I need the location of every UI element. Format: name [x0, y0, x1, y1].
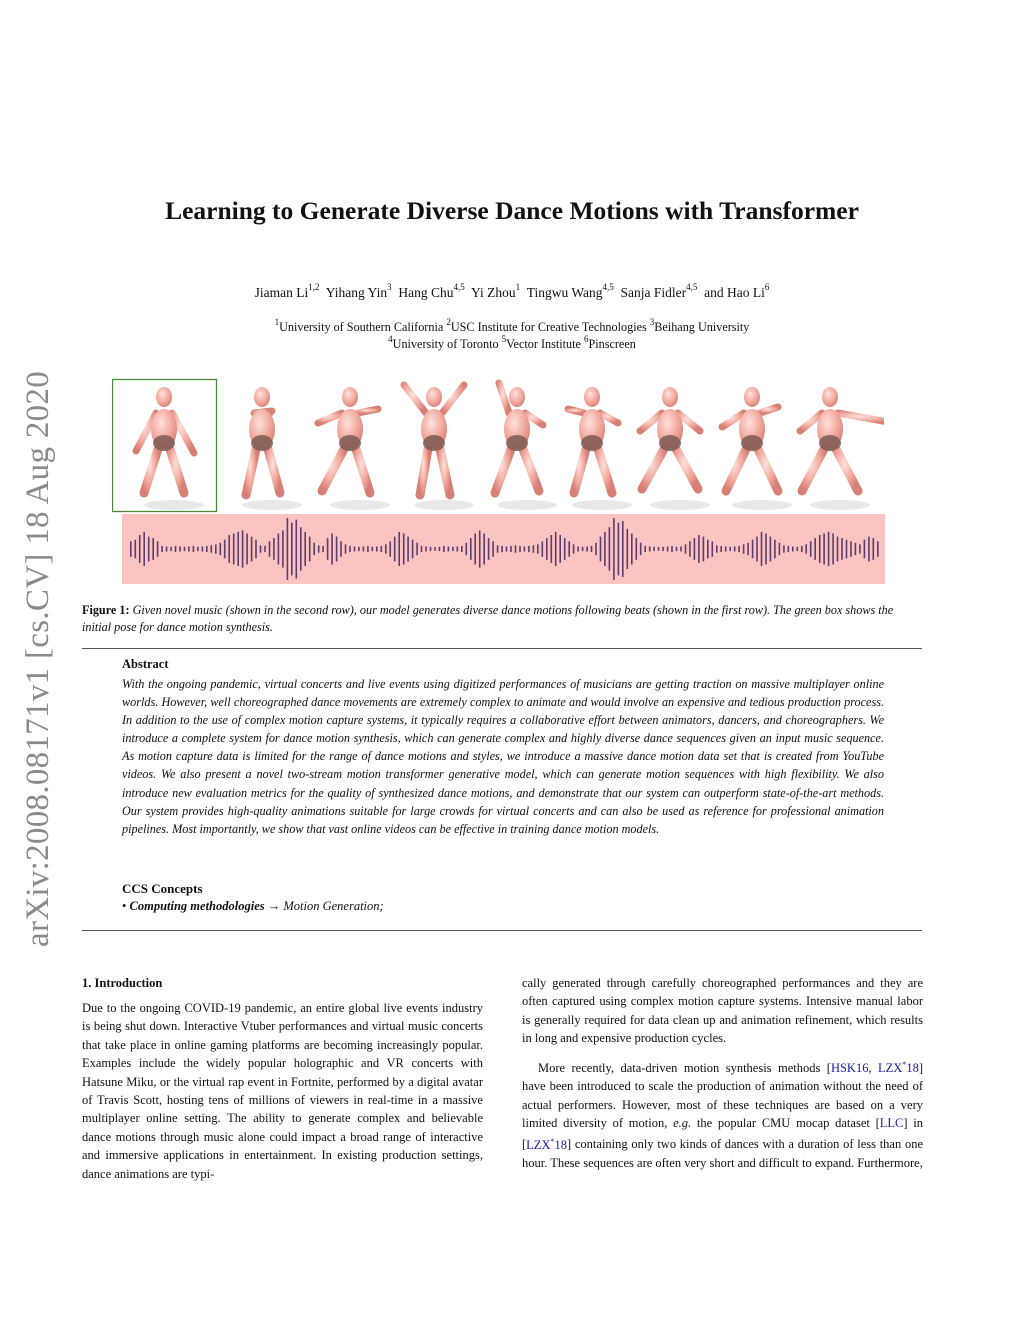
waveform-bar	[233, 534, 235, 565]
bullet: •	[122, 899, 127, 913]
waveform-bar	[474, 534, 476, 565]
waveform-bar	[300, 527, 302, 570]
waveform-bar	[461, 546, 463, 552]
dancer-figure	[800, 387, 884, 510]
waveform-bar	[479, 530, 481, 567]
waveform-bar	[287, 518, 289, 580]
waveform-bar	[421, 546, 423, 552]
waveform-bar	[394, 537, 396, 562]
waveform-bar	[689, 541, 691, 557]
affiliations-line-1: $^1$University of Southern California $^2$USC Institute for Creative Technologies $^3$Beihang University	[274, 317, 750, 334]
citation-link[interactable]: LLC	[879, 1116, 904, 1130]
intro-left-column	[82, 999, 483, 1183]
waveform-bar	[372, 547, 374, 551]
waveform-bar	[269, 541, 271, 557]
waveform-bar	[157, 541, 159, 557]
waveform-bar	[237, 532, 239, 566]
waveform-bar	[215, 544, 217, 553]
waveform-bar	[676, 547, 678, 551]
waveform-bar	[161, 546, 163, 552]
waveform-bar	[130, 541, 132, 557]
ccs-concept-name: Motion Generation;	[283, 899, 384, 913]
divider	[82, 648, 922, 649]
waveform-bar	[139, 535, 141, 563]
waveform-bar	[797, 547, 799, 551]
waveform-bar	[707, 540, 709, 559]
waveform-bar	[376, 547, 378, 552]
waveform-bar	[716, 545, 718, 552]
abstract-text: With the ongoing pandemic, virtual concerts and live events using digitized performances of musicians are getting traction on massive multiplayer online worlds. However, well choreographed dance movements are extremely complex to animate and would involve an expensive and tedious production process. In addition to the use of complex motion capture systems, it typically requires a collaborative effort between animators, dancers, and choreographers. We introduce a complete system for dance motion synthesis, which can generate complex and highly diverse dance sequences given an input music sequence. As motion capture data is limited for the range of dance motions and styles, we introduce a massive dance motion data set that is created from YouTube videos. We also present a novel two-stream motion transformer generative model, which can generate motion sequences with high flexibility. We also introduce new evaluation metrics for the quality of synthesized dance motions, and demonstrate that our system can outperform state-of-the-art methods. Our system provides high-quality animations suitable for large crowds for virtual concerts and can also be used as reference for professional animation pipelines. Most importantly, we show that vast online videos can be effective in training dance motion models.	[122, 677, 884, 836]
waveform-bar	[340, 541, 342, 557]
waveform-bar	[228, 535, 230, 563]
waveform-bar	[703, 537, 705, 562]
waveform-bar	[542, 541, 544, 557]
waveform-bar	[251, 537, 253, 562]
waveform-bar	[577, 547, 579, 552]
waveform-bar	[761, 532, 763, 566]
waveform-bar	[555, 532, 557, 566]
waveform-bar	[627, 529, 629, 569]
waveform-bar	[220, 543, 222, 555]
waveform-bar	[752, 540, 754, 559]
citation-link[interactable]: HSK16	[830, 1060, 869, 1075]
waveform-bar	[506, 547, 508, 552]
waveform-bar	[774, 540, 776, 559]
waveform-bar	[582, 547, 584, 551]
waveform-bar	[166, 547, 168, 552]
waveform-bar	[841, 538, 843, 560]
author: Tingwu Wang$^{4,5}$	[526, 282, 614, 300]
waveform-bar	[568, 541, 570, 557]
intro-right-column	[522, 974, 923, 1172]
waveform-bar	[564, 538, 566, 560]
waveform-bar	[457, 547, 459, 552]
waveform-bar	[519, 546, 521, 552]
waveform-bar	[242, 530, 244, 567]
waveform-bar	[434, 547, 436, 551]
waveform-bar	[819, 535, 821, 563]
waveform-bar	[814, 538, 816, 560]
arrow-icon: →	[267, 899, 281, 913]
waveform-bar	[202, 547, 204, 552]
figure-caption	[82, 602, 924, 636]
waveform-bar	[855, 543, 857, 555]
waveform-bar	[868, 537, 870, 562]
waveform-bar	[278, 534, 280, 565]
affiliations-line-2: $^4$University of Toronto $^5$Vector Institute $^6$Pinscreen	[388, 334, 636, 351]
waveform-bar	[135, 540, 137, 559]
waveform-bar	[734, 547, 736, 552]
waveform-bar	[448, 547, 450, 552]
waveform-bar	[644, 546, 646, 552]
dancer-figure	[318, 387, 390, 510]
waveform-bar	[336, 537, 338, 562]
waveform-bar	[327, 538, 329, 560]
waveform-bar	[720, 546, 722, 552]
ccs-heading: CCS Concepts	[122, 881, 203, 896]
waveform-bar	[595, 543, 597, 555]
waveform-bar	[407, 537, 409, 562]
waveform-bar	[466, 543, 468, 555]
citation-link[interactable]: LZX*18	[878, 1059, 919, 1075]
waveform-bar	[671, 546, 673, 552]
waveform-bar	[403, 534, 405, 565]
waveform-bar	[412, 540, 414, 559]
waveform-bar	[452, 547, 454, 551]
waveform-bar	[206, 546, 208, 552]
waveform-bar	[591, 546, 593, 552]
waveform-bar	[260, 545, 262, 552]
waveform-bar	[846, 540, 848, 559]
waveform-bar	[331, 534, 333, 565]
waveform-bar	[859, 544, 861, 553]
waveform-bar	[345, 544, 347, 553]
waveform-bar	[559, 535, 561, 563]
ccs-category: Computing methodologies	[129, 899, 265, 913]
waveform-bar	[685, 544, 687, 553]
waveform-bar	[291, 523, 293, 576]
waveform-bar	[743, 544, 745, 553]
citation-link[interactable]: LZX*18	[526, 1136, 567, 1152]
waveform-bar	[667, 547, 669, 552]
waveform-bar	[152, 538, 154, 560]
waveform-bar	[756, 537, 758, 562]
waveform-bar	[779, 543, 781, 555]
waveform-bar	[604, 532, 606, 566]
waveform-bar	[483, 534, 485, 565]
dancer-figure	[242, 387, 302, 510]
waveform-bar	[184, 547, 186, 551]
waveform-bar	[430, 547, 432, 551]
waveform-bar	[680, 547, 682, 552]
waveform-bar	[492, 541, 494, 557]
waveform-bar	[783, 545, 785, 552]
waveform-bar	[143, 532, 145, 566]
waveform-bar	[613, 518, 615, 580]
waveform-bar	[224, 540, 226, 559]
waveform-bar	[416, 543, 418, 555]
ccs-concept	[122, 899, 384, 914]
waveform-bar	[443, 546, 445, 552]
waveform-bar	[546, 538, 548, 560]
paragraph: Due to the ongoing COVID-19 pandemic, an entire global live events industry is being shut down. Interactive Vtuber performances and virtual music concerts that take place in online gaming platforms are becoming increasingly popular. Examples include the widely popular holographic and VR concerts with Hatsune Miku, or the virtual rap event in Fortnite, performed by a digital avatar of Travis Scott, hosting tens of millions of viewers in real-time in a massive multiplayer online setting. The ability to generate complex and believable dance motions through music alone could impact a broad range of interactive and immersive applications in entertainment. In existing production settings, dance animations are typi-	[82, 1001, 483, 1181]
waveform-bar	[296, 520, 298, 579]
waveform-bar	[832, 534, 834, 565]
waveform-bar	[631, 534, 633, 565]
waveform-bar	[175, 546, 177, 552]
waveform-bar	[367, 546, 369, 552]
waveform-bar	[385, 544, 387, 553]
waveform-bar	[273, 538, 275, 560]
waveform-bar	[264, 546, 266, 552]
waveform-bar	[322, 546, 324, 552]
waveform-bar	[515, 545, 517, 552]
abstract-heading: Abstract	[122, 657, 169, 671]
dancer-figure	[404, 385, 474, 510]
dancer-figure	[722, 387, 792, 510]
waveform-bar	[636, 538, 638, 560]
waveform-bar	[551, 535, 553, 563]
author-list	[0, 282, 1024, 301]
waveform-bar	[349, 546, 351, 552]
waveform-bar	[725, 547, 727, 552]
waveform-bar	[488, 538, 490, 560]
waveform-bar	[528, 546, 530, 552]
waveform-bar	[524, 547, 526, 552]
waveform-bar	[788, 546, 790, 552]
waveform-bar	[698, 535, 700, 563]
waveform-bar	[805, 544, 807, 553]
waveform-bar	[600, 537, 602, 562]
waveform-bar	[497, 545, 499, 552]
waveform-bar	[622, 521, 624, 577]
waveform-bar	[188, 547, 190, 552]
waveform-bar	[653, 547, 655, 551]
paragraph: More recently, data-driven motion synthesis methods [HSK16, LZX*18] have been introduced to scale the production of animation without the need of actual performers. However, most of these techniques are based on a very limited diversity of motion, e.g. the popular CMU mocap dataset [LLC] in [LZX*18] containing only two kinds of dances with a duration of less than one hour. These sequences are often very short and difficult to expand. Furthermore,	[522, 1059, 923, 1170]
waveform-bar	[573, 544, 575, 553]
waveform-bar	[823, 534, 825, 565]
waveform-bar	[398, 532, 400, 566]
waveform-bar	[877, 541, 879, 557]
waveform-bar	[246, 534, 248, 565]
divider	[82, 930, 922, 931]
waveform-bar	[363, 547, 365, 552]
music-waveform	[122, 514, 885, 584]
waveform-bar	[694, 538, 696, 560]
waveform-bar	[658, 547, 660, 551]
waveform-bar	[618, 523, 620, 576]
waveform-bar	[318, 545, 320, 552]
caption-text: Given novel music (shown in the second row), our model generates diverse dance motions following beats (shown in the first row). The green box shows the initial pose for dance motion synthesis.	[82, 603, 894, 634]
waveform-bar	[828, 532, 830, 566]
waveform-bar	[170, 547, 172, 551]
author: Jiaman Li$^{1,2}$	[254, 282, 320, 300]
waveform-bar	[381, 546, 383, 552]
waveform-bar	[586, 547, 588, 552]
waveform-bar	[873, 538, 875, 560]
waveform-bar	[197, 547, 199, 551]
waveform-bar	[211, 545, 213, 552]
waveform-bar	[358, 547, 360, 551]
waveform-bar	[354, 547, 356, 552]
waveform-bar	[810, 541, 812, 557]
waveform-bar	[801, 546, 803, 552]
waveform-bar	[765, 534, 767, 565]
waveform-bar	[304, 532, 306, 566]
author: Sanja Fidler$^{4,5}$	[620, 282, 698, 300]
waveform-bar	[470, 538, 472, 560]
caption-label: Figure 1:	[82, 603, 130, 617]
waveform-bar	[792, 547, 794, 552]
waveform-bar	[389, 541, 391, 557]
dancer-figure	[568, 387, 632, 510]
waveform-bar	[193, 546, 195, 552]
music-waveform-panel	[122, 514, 885, 584]
author: Yihang Yin$^3$	[325, 282, 392, 300]
waveform-bar	[662, 547, 664, 551]
waveform-bar	[255, 540, 257, 559]
waveform-bar	[770, 537, 772, 562]
waveform-bar	[609, 527, 611, 570]
waveform-bar	[537, 544, 539, 553]
waveform-bar	[501, 546, 503, 552]
waveform-bar	[439, 547, 441, 551]
waveform-bar	[510, 546, 512, 552]
author: Hang Chu$^{4,5}$	[398, 282, 465, 300]
paper-title: Learning to Generate Diverse Dance Motions with Transformer	[165, 196, 859, 225]
dancer-figure	[640, 387, 710, 510]
waveform-bar	[533, 545, 535, 552]
dance-pose-sequence	[112, 377, 884, 513]
waveform-bar	[649, 547, 651, 552]
waveform-bar	[640, 543, 642, 555]
waveform-bar	[309, 537, 311, 562]
waveform-bar	[850, 541, 852, 557]
author: Yi Zhou$^1$	[471, 282, 521, 300]
waveform-bar	[747, 543, 749, 555]
waveform-bar	[837, 537, 839, 562]
waveform-bar	[729, 547, 731, 551]
waveform-bar	[282, 530, 284, 567]
author: and Hao Li$^6$	[704, 282, 770, 300]
paragraph: cally generated through carefully choreographed performances and they are often captured using complex motion capture systems. Intensive manual labor is generally required for data clean up and animation refinement, which results in long and expensive production cycles.	[522, 976, 923, 1046]
waveform-bar	[179, 547, 181, 552]
section-heading-introduction: 1. Introduction	[82, 976, 163, 990]
dancer-figure	[495, 383, 557, 510]
dancer-figure	[136, 387, 204, 510]
waveform-bar	[864, 540, 866, 559]
waveform-bar	[712, 541, 714, 557]
arxiv-stamp: arXiv:2008.08171v1 [cs.CV] 18 Aug 2020	[20, 370, 56, 947]
waveform-bar	[738, 546, 740, 552]
waveform-bar	[148, 537, 150, 562]
waveform-bar	[313, 543, 315, 555]
waveform-bar	[425, 547, 427, 552]
